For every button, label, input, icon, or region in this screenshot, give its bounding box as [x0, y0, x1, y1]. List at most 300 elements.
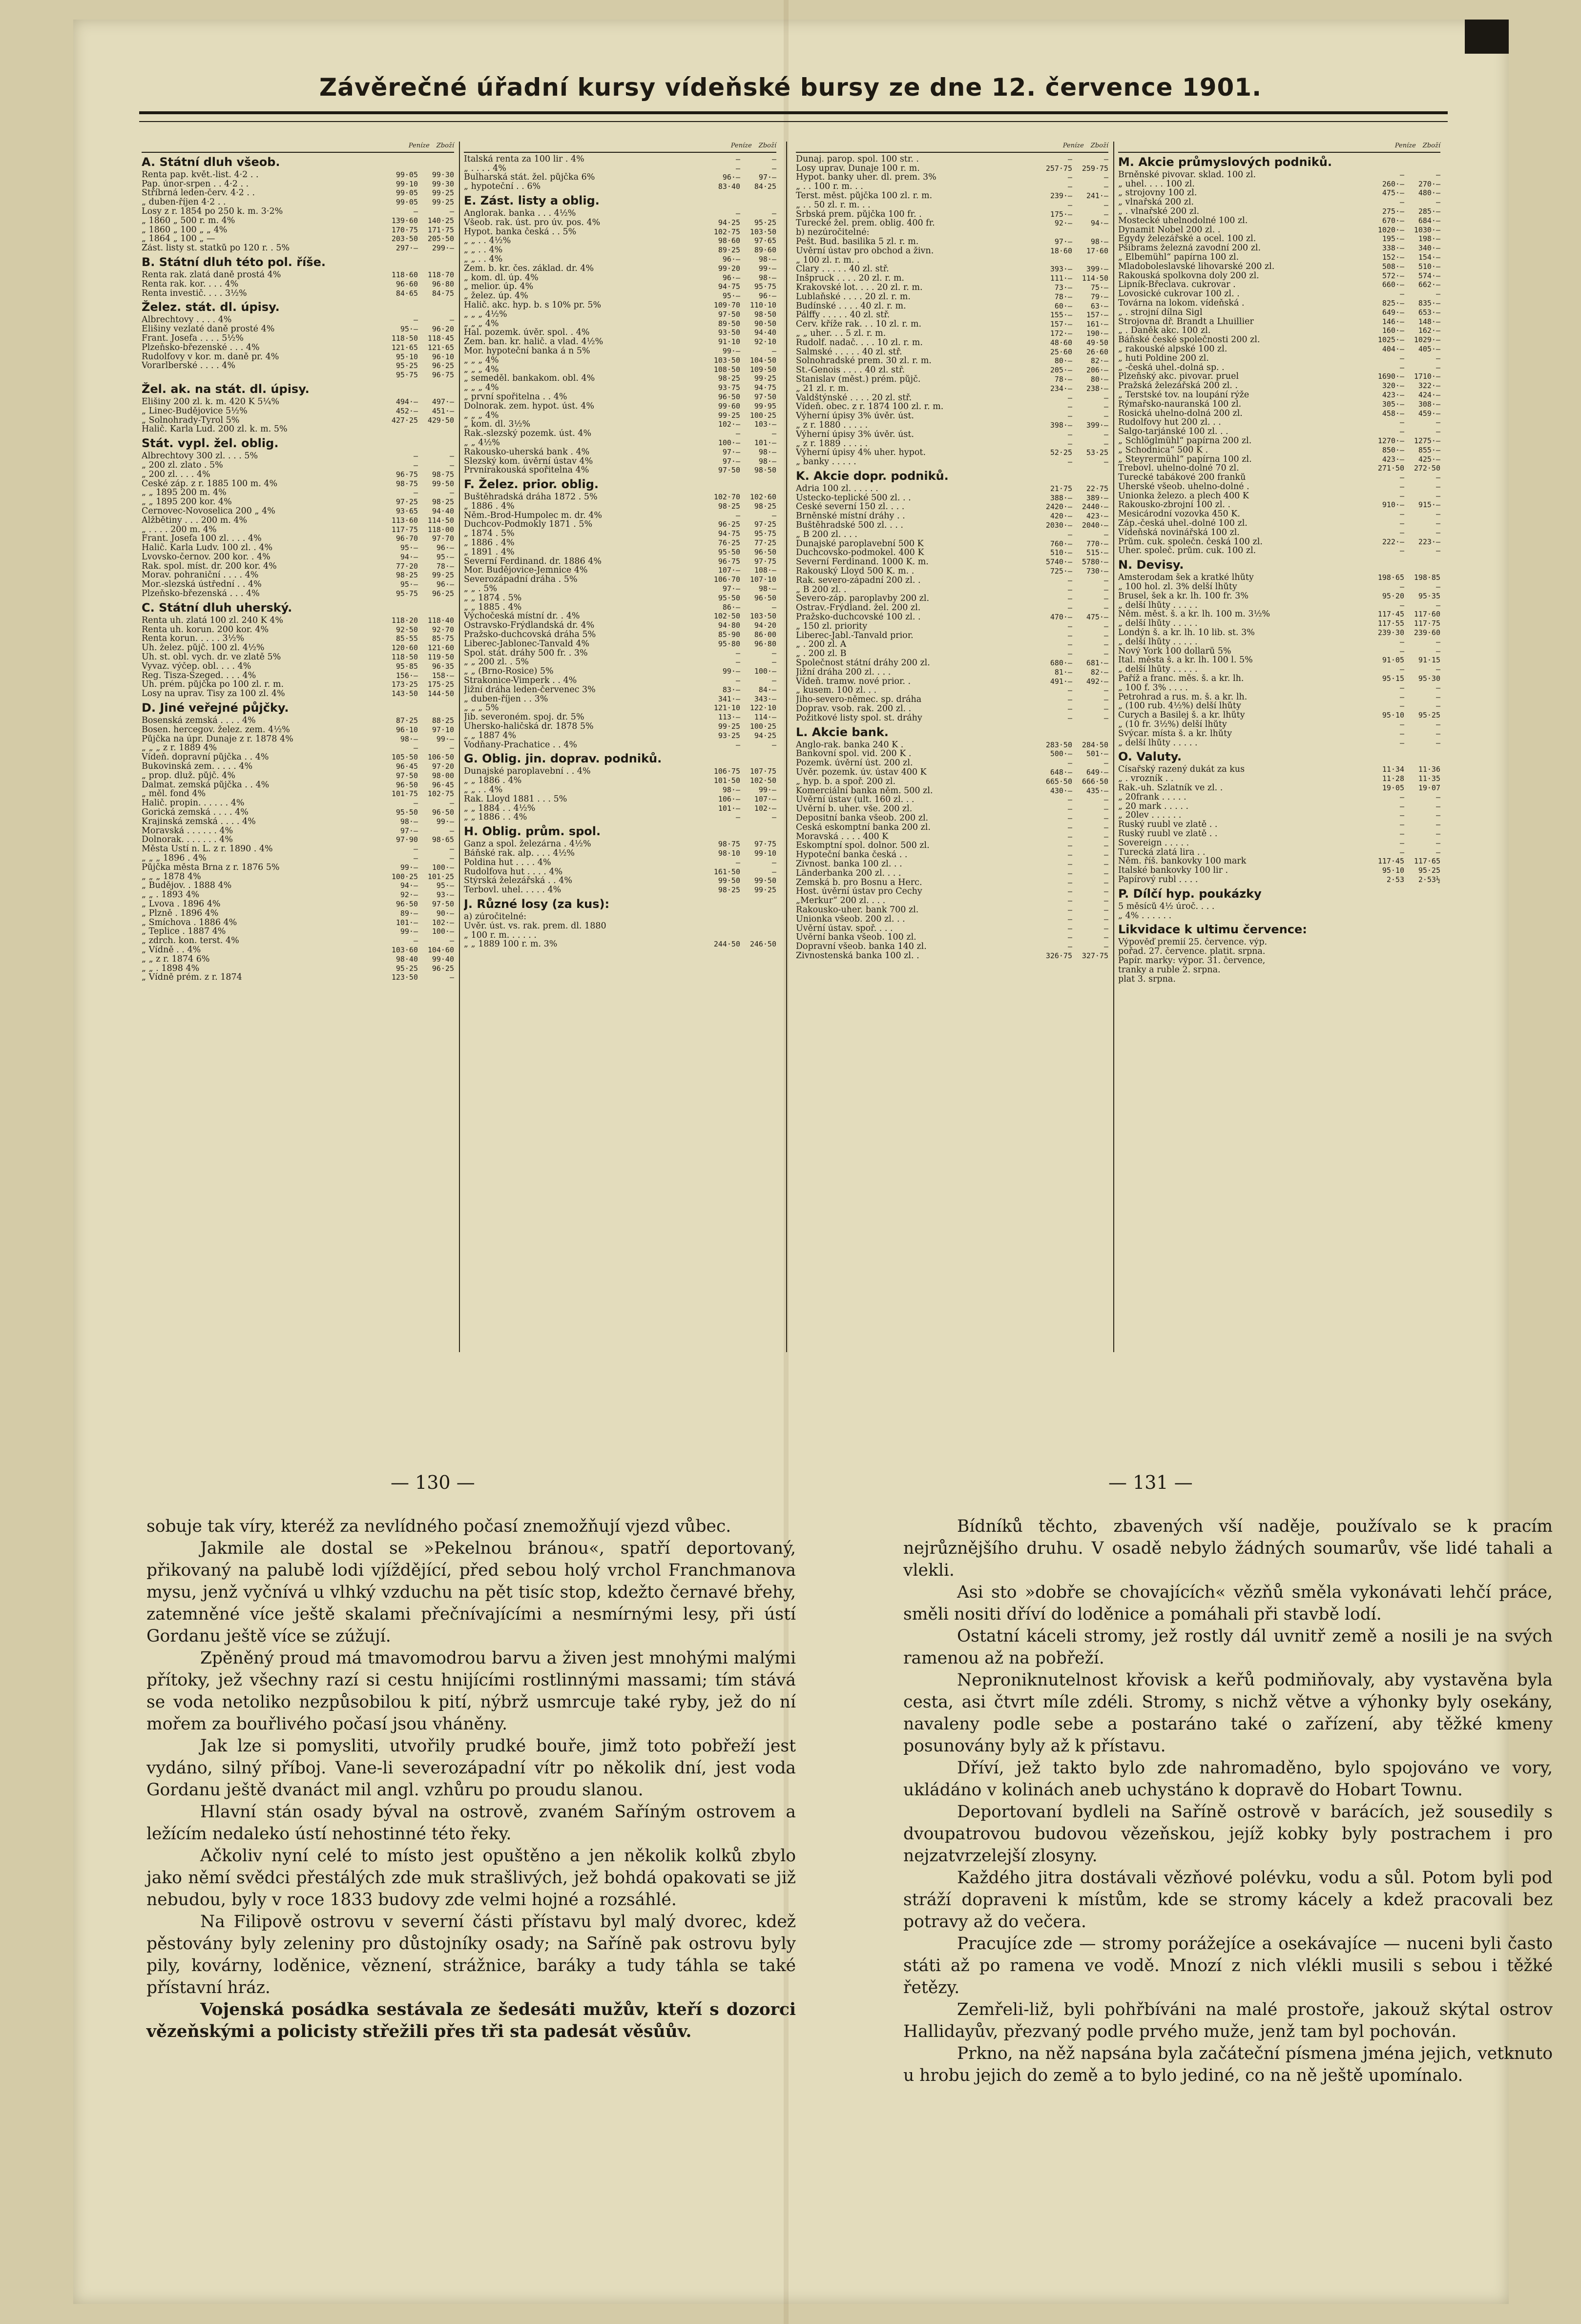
security-name: Italská renta za 100 lir . 4%	[464, 154, 584, 164]
security-name: „ „ „ 4½%	[464, 309, 507, 319]
bid-price: —	[1399, 418, 1404, 427]
quote-row	[796, 439, 1108, 449]
bid-price: 95·20	[1382, 591, 1404, 600]
bid-price: 96·—	[722, 173, 740, 182]
ask-price: 114·50	[1082, 274, 1108, 283]
ask-price: 107·75	[749, 767, 776, 776]
ask-price: —	[1103, 924, 1108, 933]
quote-row	[1118, 207, 1440, 216]
ask-price: 100·—	[754, 667, 776, 676]
bid-price: 118·50	[391, 333, 418, 343]
bid-price: 648·—	[1050, 768, 1072, 777]
quote-row	[1118, 500, 1440, 510]
security-name: Rosická uhelno-dolná 200 zl.	[1118, 409, 1243, 418]
bid-price: 452·—	[395, 406, 418, 415]
ask-price	[740, 931, 776, 940]
stock-column-4	[1118, 142, 1440, 984]
quote-row	[464, 940, 776, 949]
ask-price: —	[1435, 363, 1440, 372]
quote-row	[142, 407, 454, 416]
ask-price: 117·75	[1414, 619, 1440, 628]
ask-price: —	[1103, 859, 1108, 868]
ask-price: 99·95	[754, 401, 776, 411]
ask-price: 97·70	[432, 534, 454, 543]
quote-row	[142, 188, 454, 198]
security-name: Rakousko-uherská bank . 4%	[464, 447, 590, 457]
quote-row	[1118, 711, 1440, 720]
bid-price: —	[1399, 519, 1404, 528]
bid-price: 121·10	[713, 703, 740, 713]
security-name: b) nezúročitelné:	[796, 228, 870, 237]
ask-price: 95·75	[754, 529, 776, 538]
bid-price: 89·—	[400, 908, 418, 918]
quote-row	[464, 667, 776, 676]
bid-price: 99·—	[400, 927, 418, 936]
quote-row	[464, 227, 776, 237]
bid-price: —	[1067, 631, 1072, 640]
bid-price: —	[1067, 942, 1072, 951]
quote-row	[464, 466, 776, 475]
security-name: Srbská prem. půjčka 100 fr. .	[796, 209, 922, 219]
ask-price: 99·30	[432, 179, 454, 188]
page-number-right: — 131 —	[1108, 1472, 1193, 1493]
ask-price: 389·—	[1086, 493, 1108, 502]
security-name: Renta investič. . . . 3½%	[142, 288, 247, 298]
ask-price: —	[1103, 439, 1108, 448]
ask-price: —	[449, 460, 454, 470]
quote-row	[142, 625, 454, 635]
security-name: Úvěrní ústav pro obchod a živn.	[796, 246, 934, 256]
quote-row	[464, 182, 776, 191]
bid-price: 101·50	[713, 776, 740, 785]
ask-price: 459·—	[1418, 409, 1440, 418]
security-name: „ „ . 1893 4%	[142, 890, 200, 900]
security-name: Hypot. banky uher. dl. prem. 3%	[796, 173, 936, 183]
ask-price: 148·—	[1418, 317, 1440, 326]
ask-price: —	[449, 799, 454, 808]
bid-price: 99·25	[718, 722, 740, 731]
bid-price: 305·—	[1382, 399, 1404, 409]
ask-price: 96·20	[432, 325, 454, 334]
security-name: „ první spořitelna . . 4%	[464, 392, 567, 402]
security-name: „ Budějov. . 1888 4%	[142, 881, 232, 891]
security-name: Ústecko-teplické 500 zl. . .	[796, 493, 911, 503]
quote-row	[464, 885, 776, 895]
security-name: Jiho-severo-němec. sp. dráha	[796, 695, 922, 705]
security-name: Halič. akc. hyp. b. s 10% pr. 5%	[464, 300, 602, 310]
bid-price: 105·50	[391, 753, 418, 762]
quote-row	[796, 457, 1108, 467]
bid-price: —	[1067, 576, 1072, 585]
quote-row	[1118, 866, 1440, 875]
section-heading: M. Akcie průmyslových podniků.	[1118, 155, 1332, 169]
bid-price: 95·—	[400, 543, 418, 553]
ask-price: 114·—	[754, 713, 776, 722]
security-name: Bukovinská zem. . . . . 4%	[142, 762, 253, 771]
bid-price: 97·50	[718, 309, 740, 319]
security-name: „ banky . . . . .	[796, 457, 856, 467]
security-name: „ Elbemühl“ papírna 100 zl.	[1118, 252, 1239, 262]
paragraph: Na Filipově ostrovu v severní části přístavu byl malý dvorec, kdež pěstovány byly zeleniny pro důstojníky osady; na Saříně pak ostrovu byly pily, kovárny, loděnice, věznení, strážnice, baráky a tudy táhla se také přístavní hráz.	[146, 1912, 796, 1997]
quote-row	[1118, 317, 1440, 327]
quote-row	[796, 494, 1108, 503]
paragraph: sobuje tak víry, kteréž za nevlídného počasí znemožňují vjezd vůbec.	[146, 1517, 731, 1536]
quote-row	[142, 725, 454, 735]
bid-price: —	[413, 206, 418, 216]
security-name: Požitkové listy spol. st. dráhy	[796, 713, 922, 723]
quote-row	[1118, 875, 1440, 884]
bid-price: 96·10	[395, 725, 418, 734]
quote-row	[1118, 674, 1440, 683]
ask-price: 109·50	[749, 365, 776, 374]
quote-row	[464, 566, 776, 575]
ask-price: 175·25	[427, 680, 454, 689]
ask-price: 117·65	[1414, 857, 1440, 866]
quote-row	[464, 301, 776, 310]
quote-row	[464, 849, 776, 858]
ask-price: 198·85	[1414, 573, 1440, 582]
ask-price: 435·—	[1086, 786, 1108, 795]
quote-row	[796, 567, 1108, 576]
ask-price: 97·—	[758, 173, 776, 182]
bid-price: 98·—	[400, 734, 418, 743]
quote-row	[142, 653, 454, 662]
ask-price: —	[771, 648, 776, 658]
ask-price: 190·—	[1086, 329, 1108, 338]
security-name: a) zúročitelné:	[464, 912, 527, 922]
quote-row	[464, 612, 776, 621]
quote-row	[796, 649, 1108, 658]
bid-price: 341·—	[718, 694, 740, 703]
quote-row	[1118, 226, 1440, 235]
security-name: „ hyp. b. a spoř. 200 zl.	[796, 777, 896, 786]
bid-price: 170·75	[391, 225, 418, 234]
ask-price: —	[771, 511, 776, 520]
quote-row	[1118, 363, 1440, 372]
quote-row	[1118, 802, 1440, 811]
bid-price: —	[735, 154, 740, 164]
ask-price: 96·10	[432, 352, 454, 361]
quote-row	[796, 915, 1108, 924]
security-name: Turecké tabákové 200 franků	[1118, 473, 1246, 482]
security-name: „ . vlnařské 200 zl.	[1118, 206, 1200, 216]
column-divider	[1113, 142, 1114, 1352]
bid-price: —	[735, 648, 740, 658]
security-name: „ . Daněk akc. 100 zl.	[1118, 326, 1211, 336]
bid-price: 271·50	[1377, 464, 1404, 473]
ask-price: 99·10	[754, 848, 776, 858]
bid-price: 80·—	[1054, 356, 1072, 366]
bid-price: —	[1067, 402, 1072, 411]
bid-price: 96·—	[722, 254, 740, 264]
ask-price: 93·—	[436, 890, 454, 900]
quote-row	[796, 759, 1108, 768]
bid-price: 96·45	[395, 762, 418, 771]
bid-price: 102·70	[713, 493, 740, 502]
section-heading: Likvidace k ultimu července:	[1118, 923, 1307, 937]
quote-row	[142, 789, 454, 799]
quote-row	[796, 631, 1108, 640]
ask-price: 100·25	[749, 411, 776, 420]
security-name: „ delší lhůty . . . . .	[1118, 665, 1198, 675]
security-name: Šalgo-tarjánské 100 zl. . .	[1118, 427, 1228, 436]
ask-price: 161·—	[1086, 320, 1108, 329]
ask-price: 95·35	[1418, 591, 1440, 600]
security-name: Jižní dráha 200 zl. . . .	[796, 667, 891, 677]
quote-row	[464, 731, 776, 740]
security-name: „ „ 1885 . 4%	[464, 602, 522, 612]
bid-price: —	[1399, 738, 1404, 747]
quote-row	[1118, 455, 1440, 464]
column-header	[796, 142, 1108, 153]
quote-row	[142, 580, 454, 589]
bid-price: 205·—	[1050, 366, 1072, 375]
bid-price: 458·—	[1382, 409, 1404, 418]
quote-row	[796, 310, 1108, 320]
quote-row	[142, 946, 454, 955]
bid-price: 111·—	[1050, 274, 1072, 283]
bid-price: —	[1399, 510, 1404, 519]
ask-price: 492·—	[1086, 677, 1108, 686]
security-name: Renta rak. kor. . . . 4%	[142, 279, 239, 289]
quote-row	[464, 813, 776, 822]
security-name: Petrohrad a rus. m. š. a kr. lh.	[1118, 692, 1248, 702]
security-name: „ Schodnica“ 500 K .	[1118, 445, 1208, 455]
quote-row	[1118, 857, 1440, 866]
bid-price	[704, 931, 740, 940]
ask-price: 157·—	[1086, 310, 1108, 320]
security-name: „ (10 fr. 3½%) delší lhůty	[1118, 720, 1227, 729]
security-name: Albrechtovy 300 zl. . . . 5%	[142, 452, 258, 461]
quote-row	[1118, 326, 1440, 335]
quote-row	[142, 771, 454, 781]
security-name: Dolnorak. . . . . . . 4%	[142, 835, 233, 845]
bid-price: 95·10	[1382, 711, 1404, 720]
quote-row	[796, 402, 1108, 411]
ask-price: 89·60	[754, 246, 776, 255]
ask-price: —	[1103, 887, 1108, 896]
quote-row	[1118, 216, 1440, 226]
security-name: Slezský kom. úvěrní ústav 4%	[464, 456, 593, 466]
ask-price: 118·70	[427, 270, 454, 279]
paragraph: Prkno, na něž napsána byla začáteční písmena jména jejich, vetknuto u hrobu jejich do země a to bylo jediné, co na ně ještě upomínalo.	[903, 2044, 1553, 2085]
security-name: Rakousko-zbrojní 100 zl. .	[1118, 500, 1231, 510]
quote-row	[1118, 436, 1440, 446]
bid-price: 117·45	[1377, 857, 1404, 866]
ask-price: 96·—	[436, 580, 454, 589]
bid-price: 48·60	[1050, 338, 1072, 347]
security-name: Úvěrní ústav (ult. 160 zl. . .	[796, 795, 915, 805]
security-name: „ delší lhůty . . . . .	[1118, 600, 1198, 610]
quote-row	[142, 543, 454, 553]
ask-price: —	[1103, 530, 1108, 539]
security-name: Jižní dráha leden-červenec 3%	[464, 685, 596, 695]
ask-price: —	[449, 936, 454, 946]
ask-price: 97·75	[754, 840, 776, 849]
bid-price: —	[1067, 713, 1072, 722]
security-name: „ Terstské tov. na loupání rýže	[1118, 390, 1249, 400]
quote-row	[796, 896, 1108, 905]
ask-price: —	[1103, 804, 1108, 814]
quote-row	[796, 686, 1108, 695]
column-header	[464, 142, 776, 153]
quote-row	[1118, 829, 1440, 839]
quote-row	[796, 247, 1108, 256]
quote-row	[1118, 198, 1440, 207]
security-name: Pozemk. úvěrní úst. 200 zl.	[796, 759, 913, 768]
ask-price: 96·75	[432, 370, 454, 380]
quote-row	[1118, 966, 1440, 975]
security-name: Valdštýnské . . . . 20 zl. stř.	[796, 393, 912, 403]
security-name: „ „ „ 4%	[464, 411, 499, 420]
bid-price	[1368, 966, 1404, 975]
bid-price: 83·40	[718, 182, 740, 191]
ask-price: —	[1103, 713, 1108, 722]
bid-price: 239·30	[1377, 628, 1404, 638]
quote-row	[1118, 180, 1440, 189]
ask-price: 99·—	[758, 785, 776, 794]
quote-row	[796, 411, 1108, 421]
security-name: „ . 200 zl. A	[796, 640, 847, 650]
bid-price: 106·—	[718, 794, 740, 803]
quote-row	[142, 973, 454, 982]
security-name: Živnostenská banka 100 zl. .	[796, 951, 919, 961]
bid-price: —	[1399, 838, 1404, 847]
ask-price: 91·15	[1418, 656, 1440, 665]
paragraph: Deportovaní bydleli na Saříně ostrově v barácích, jež sousedily s dvoupatrovou budovou vězeňskou, jejíž kobky byly postrachem i pro nejzatvrzelejší zlosyny.	[903, 1802, 1553, 1866]
security-name: České záp. z r. 1885 100 m. 4%	[142, 479, 278, 489]
security-name: Frant. Josefa . . . . 5½%	[142, 333, 244, 343]
security-name: „ Teplice . 1887 4%	[142, 927, 226, 937]
ask-price: —	[1103, 457, 1108, 467]
bid-price: 94·—	[400, 881, 418, 890]
security-name: „ melior. úp. 4%	[464, 282, 534, 292]
security-name: „ duben-říjen 4·2 . .	[142, 198, 226, 207]
bid-price: 175·—	[1050, 209, 1072, 219]
security-name: Mor. hypoteční banka á n 5%	[464, 346, 590, 356]
security-name: Mor.-slezská ústřední . . 4%	[142, 580, 262, 590]
quote-row	[464, 722, 776, 731]
quote-row	[796, 356, 1108, 366]
ask-price: 1710·—	[1414, 372, 1440, 381]
section-heading: N. Devisy.	[1118, 558, 1184, 572]
security-name: Brusel, šek a kr. lh. 100 fr. 3%	[1118, 591, 1248, 601]
bid-price: 423·—	[1382, 390, 1404, 399]
security-name: Rak.-slezský pozemk. úst. 4%	[464, 429, 592, 438]
quote-row	[142, 553, 454, 562]
quote-row	[142, 488, 454, 497]
quote-row	[796, 219, 1108, 228]
ask-price: 95·25	[754, 218, 776, 227]
quote-row	[142, 289, 454, 298]
title-rule	[139, 111, 1448, 114]
bid-price: 98·75	[718, 840, 740, 849]
bid-price: —	[735, 429, 740, 438]
ask-price: 86·00	[754, 630, 776, 639]
ask-price: —	[1435, 582, 1440, 592]
bid-price: 85·90	[718, 630, 740, 639]
ask-price: 102·—	[754, 803, 776, 813]
quote-row	[1118, 381, 1440, 391]
ask-price: 96·50	[432, 808, 454, 817]
bid-price: 117·45	[1377, 610, 1404, 619]
quote-row	[142, 964, 454, 973]
bid-price: 420·—	[1050, 512, 1072, 521]
bid-price: 97·25	[395, 497, 418, 507]
bid-price: 95·50	[395, 808, 418, 817]
quote-row	[464, 310, 776, 319]
quote-row	[796, 677, 1108, 686]
bid-price: 470·—	[1050, 613, 1072, 622]
bid-price: 160·—	[1382, 326, 1404, 335]
security-name: „ 1886 . 4%	[464, 538, 515, 548]
quote-row	[464, 804, 776, 813]
security-name: Rudolfovy hut 200 zl. . .	[1118, 418, 1221, 428]
ask-price: 118·40	[427, 616, 454, 625]
ask-price: —	[1435, 170, 1440, 179]
quote-row	[142, 835, 454, 844]
quote-row	[142, 716, 454, 725]
bid-price: 198·65	[1377, 573, 1404, 582]
security-name: Morav. pohraniční . . . . 4%	[142, 571, 259, 580]
security-name: „ Schlöglmühl“ papírna 200 zl.	[1118, 436, 1252, 446]
quote-row	[1118, 271, 1440, 281]
paragraph: Jakmile ale dostal se »Pekelnou bránou«, spatří deportovaný, přikovaný na palubě lodi vjíždějící, před sebou holý vrchol Franchmanova mysu, jenž vyčnívá u vlhký vzduchu na pět tisíc stop, kdežto černavé břehy, zatemněné více ještě skalami přečnívajícími a nesmírnými lesy, při ústí Gordanu ještě více se zúžují.	[146, 1539, 796, 1646]
bid-price: —	[1067, 200, 1072, 209]
security-name: „ Vídně . . 4%	[142, 945, 201, 955]
quote-row	[464, 429, 776, 438]
bid-price: —	[1067, 813, 1072, 823]
security-name: „ „ . . 4%	[464, 785, 503, 795]
quote-row	[142, 534, 454, 543]
ask-price: 17·60	[1086, 246, 1108, 255]
quote-row	[1118, 683, 1440, 693]
ask-price: 681·—	[1086, 658, 1108, 668]
quote-row	[464, 319, 776, 329]
story-text-right	[903, 1516, 1553, 2087]
ask-price: —	[1435, 289, 1440, 299]
ask-price: 98·—	[758, 584, 776, 594]
column-header	[142, 142, 454, 153]
bid-price: 96·25	[718, 520, 740, 529]
bid-price: 21·75	[1050, 484, 1072, 493]
bid-price: —	[1067, 859, 1072, 868]
quote-row	[464, 876, 776, 885]
ask-price: —	[1435, 528, 1440, 537]
quote-row	[1118, 244, 1440, 253]
security-name: Mesicárodní vozovka 450 K.	[1118, 510, 1240, 519]
quote-row	[796, 668, 1108, 677]
quote-row	[796, 841, 1108, 850]
quote-row	[1118, 938, 1440, 947]
bid-price: 97·—	[1054, 237, 1072, 246]
security-name: Länderbanka 200 zl. . . .	[796, 868, 901, 878]
security-name: Budínské . . . . 40 zl. r. m.	[796, 301, 906, 311]
security-name: Severní Ferdinand. 1000 K. m.	[796, 557, 929, 567]
ask-price: 94·—	[1090, 219, 1108, 228]
bid-price: 96·50	[395, 899, 418, 908]
ask-price: 97·50	[432, 899, 454, 908]
bid-price: 108·50	[713, 365, 740, 374]
security-name: „ Lvova . 1896 4%	[142, 899, 221, 909]
ask-price: 1275·—	[1414, 436, 1440, 445]
security-name: Hypoteční banka česká . .	[796, 850, 908, 860]
ask-price: 2440·—	[1082, 502, 1108, 512]
security-name: „ Linec-Budějovice 5½%	[142, 406, 248, 416]
bid-price: 95·25	[395, 361, 418, 370]
security-name: Curych a Basilej š. a kr. lhůty	[1118, 711, 1245, 720]
security-name: Unionka všeob. 200 zl. . .	[796, 914, 905, 924]
